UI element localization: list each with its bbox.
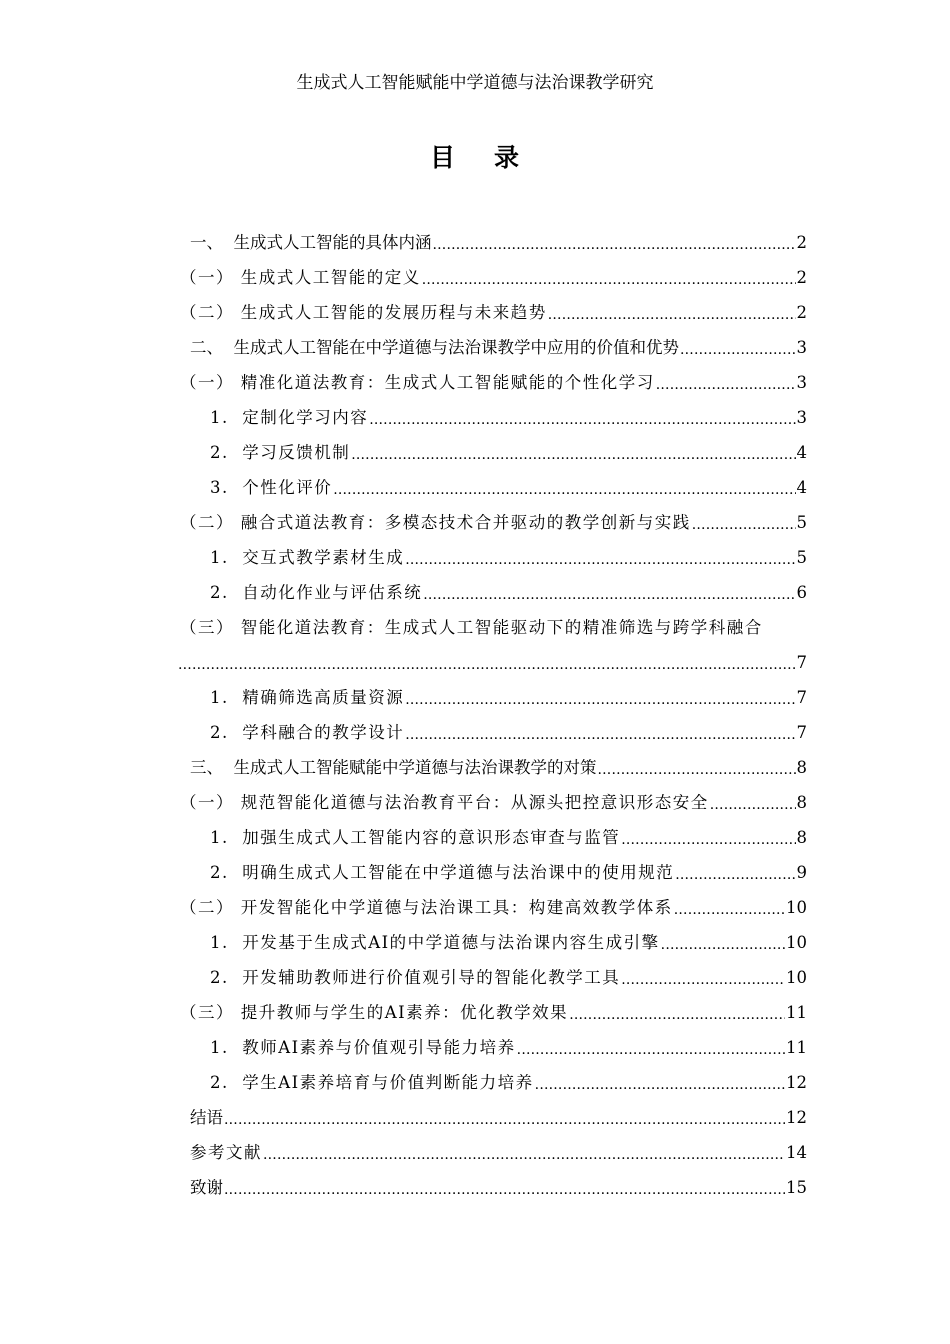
toc-entry-title: 开发辅助教师进行价值观引导的智能化教学工具 (242, 968, 621, 987)
toc-entry-title: 学生AI素养培育与价值判断能力培养 (242, 1073, 534, 1092)
toc-entry-number: 1. (210, 828, 243, 847)
toc-entry-title: 明确生成式人工智能在中学道德与法治课中的使用规范 (242, 863, 675, 882)
toc-leader-dots (517, 1041, 785, 1059)
toc-entry-title: 生成式人工智能的具体内涵 (233, 233, 432, 252)
toc-entry-number: 一、 (190, 233, 234, 252)
toc-entry-number: （三） (180, 618, 241, 637)
toc-entry[interactable] (180, 505, 807, 540)
toc-entry-number: 2. (210, 723, 243, 742)
toc-page-number: 8 (796, 828, 807, 847)
page-title (0, 138, 950, 174)
toc-leader-dots (675, 866, 795, 884)
toc-entry-title: 精确筛选高质量资源 (242, 688, 405, 707)
toc-entry[interactable] (180, 610, 807, 645)
toc-page-number: 11 (786, 1003, 807, 1022)
toc-entry[interactable] (180, 470, 807, 505)
toc-entry-number: （三） (180, 1003, 241, 1022)
toc-leader-dots (422, 271, 796, 289)
toc-entry[interactable] (180, 1030, 807, 1065)
toc-entry[interactable] (180, 925, 807, 960)
toc-entry[interactable] (180, 785, 807, 820)
toc-page-number: 4 (796, 443, 807, 462)
toc-leader-dots (178, 656, 796, 674)
toc-page-number: 5 (796, 548, 807, 567)
toc-page-number: 9 (796, 863, 807, 882)
toc-leader-dots (333, 481, 795, 499)
toc-page-number: 4 (796, 478, 807, 497)
toc-page-number: 12 (786, 1073, 807, 1092)
toc-entry[interactable] (180, 960, 807, 995)
toc-entry-continuation[interactable] (177, 645, 807, 680)
toc-leader-dots (351, 446, 795, 464)
toc-page-number: 5 (796, 513, 807, 532)
toc-entry-number: （二） (180, 513, 241, 532)
toc-entry[interactable] (180, 400, 807, 435)
toc-entry-number: 1. (210, 548, 243, 567)
toc-entry-title: 精准化道法教育：生成式人工智能赋能的个性化学习 (240, 373, 655, 392)
toc-page-number: 7 (796, 653, 807, 672)
toc-leader-dots (263, 1146, 785, 1164)
toc-entry[interactable] (180, 365, 807, 400)
toc-entry-title: 教师AI素养与价值观引导能力培养 (242, 1038, 516, 1057)
toc-entry-title: 生成式人工智能在中学道德与法治课教学中应用的价值和优势 (233, 338, 679, 357)
toc-page-number: 2 (796, 303, 807, 322)
toc-entry-title: 结语 (190, 1108, 223, 1127)
toc-entry-title: 个性化评价 (242, 478, 333, 497)
toc-entry[interactable] (180, 575, 807, 610)
toc-leader-dots (656, 376, 796, 394)
toc-entry-title: 开发基于生成式AI的中学道德与法治课内容生成引擎 (242, 933, 660, 952)
toc-entry[interactable] (180, 715, 807, 750)
toc-page-number: 15 (786, 1178, 807, 1197)
toc-entry-title: 生成式人工智能的发展历程与未来趋势 (240, 303, 547, 322)
toc-entry-title: 交互式教学素材生成 (242, 548, 405, 567)
toc-entry[interactable] (180, 1065, 807, 1100)
toc-entry-title: 生成式人工智能的定义 (240, 268, 421, 287)
toc-leader-dots (621, 831, 795, 849)
toc-entry[interactable] (180, 1100, 807, 1135)
toc-entry[interactable] (180, 1170, 807, 1205)
toc-entry-title: 融合式道法教育：多模态技术合并驱动的教学创新与实践 (240, 513, 691, 532)
toc-leader-dots (621, 971, 785, 989)
toc-page-number: 8 (796, 758, 807, 777)
toc-leader-dots (224, 1181, 785, 1199)
toc-entry-number: （一） (180, 373, 241, 392)
toc-page-number: 3 (796, 338, 807, 357)
toc-page-number: 14 (786, 1143, 807, 1162)
toc-entry-title: 规范智能化道德与法治教育平台：从源头把控意识形态安全 (240, 793, 709, 812)
toc-entry-number: 2. (210, 863, 243, 882)
toc-page-number: 12 (786, 1108, 807, 1127)
toc-page-number: 6 (796, 583, 807, 602)
toc-entry-number: 1. (210, 408, 243, 427)
toc-page-number: 10 (786, 898, 807, 917)
toc-leader-dots (548, 306, 796, 324)
toc-entry-number: 2. (210, 1073, 243, 1092)
toc-page-number: 7 (796, 723, 807, 742)
table-of-contents (180, 225, 807, 1205)
toc-page-number: 11 (786, 1038, 807, 1057)
toc-entry-title: 提升教师与学生的AI素养：优化教学效果 (240, 1003, 569, 1022)
toc-entry-number: （二） (180, 898, 241, 917)
toc-entry-title: 参考文献 (190, 1143, 262, 1162)
toc-page-number: 10 (786, 968, 807, 987)
toc-entry-number: 1. (210, 688, 243, 707)
toc-entry[interactable] (180, 540, 807, 575)
toc-entry-title: 加强生成式人工智能内容的意识形态审查与监管 (242, 828, 621, 847)
toc-entry-number: （一） (180, 268, 241, 287)
toc-entry-title: 学习反馈机制 (242, 443, 351, 462)
toc-leader-dots (433, 236, 796, 254)
toc-entry[interactable] (180, 995, 807, 1030)
toc-leader-dots (710, 796, 796, 814)
toc-entry-title: 致谢 (190, 1178, 223, 1197)
toc-page-number: 3 (796, 373, 807, 392)
toc-entry-title: 开发智能化中学道德与法治课工具：构建高效教学体系 (240, 898, 673, 917)
toc-entry-number: 2. (210, 583, 243, 602)
toc-entry-number: （二） (180, 303, 241, 322)
toc-entry[interactable] (180, 890, 807, 925)
toc-leader-dots (674, 901, 785, 919)
toc-leader-dots (224, 1111, 785, 1129)
toc-leader-dots (598, 761, 796, 779)
toc-page-number: 3 (796, 408, 807, 427)
toc-entry-title: 生成式人工智能赋能中学道德与法治课教学的对策 (233, 758, 597, 777)
toc-leader-dots (423, 586, 795, 604)
toc-page-number: 10 (786, 933, 807, 952)
toc-entry[interactable] (180, 260, 807, 295)
title-char-2: 录 (494, 143, 521, 172)
toc-leader-dots (569, 1006, 785, 1024)
toc-leader-dots (405, 726, 795, 744)
toc-leader-dots (405, 691, 795, 709)
toc-entry-number: 2. (210, 968, 243, 987)
toc-entry-number: 三、 (190, 758, 234, 777)
toc-page-number: 2 (796, 233, 807, 252)
toc-page-number: 8 (796, 793, 807, 812)
toc-entry[interactable] (180, 435, 807, 470)
toc-leader-dots (692, 516, 796, 534)
toc-leader-dots (661, 936, 785, 954)
toc-entry-title: 智能化道法教育：生成式人工智能驱动下的精准筛选与跨学科融合 (240, 618, 763, 637)
toc-leader-dots (680, 341, 796, 359)
toc-entry[interactable] (180, 1135, 807, 1170)
toc-entry-number: 2. (210, 443, 243, 462)
toc-entry[interactable] (180, 820, 807, 855)
toc-leader-dots (405, 551, 795, 569)
toc-entry[interactable] (180, 750, 807, 785)
toc-entry[interactable] (180, 330, 807, 365)
toc-entry[interactable] (180, 855, 807, 890)
toc-entry-title: 自动化作业与评估系统 (242, 583, 423, 602)
running-header: 生成式人工智能赋能中学道德与法治课教学研究 (296, 73, 654, 93)
toc-page-number: 7 (796, 688, 807, 707)
toc-leader-dots (535, 1076, 785, 1094)
toc-entry-title: 学科融合的教学设计 (242, 723, 405, 742)
toc-entry-title: 定制化学习内容 (242, 408, 369, 427)
toc-entry[interactable] (180, 225, 807, 260)
toc-page-number: 2 (796, 268, 807, 287)
toc-entry[interactable] (180, 295, 807, 330)
toc-entry-number: 1. (210, 1038, 243, 1057)
toc-entry-number: （一） (180, 793, 241, 812)
toc-entry-number: 3. (210, 478, 243, 497)
toc-leader-dots (369, 411, 795, 429)
toc-entry-number: 1. (210, 933, 243, 952)
title-char-1: 目 (429, 143, 456, 172)
toc-entry[interactable] (180, 680, 807, 715)
toc-entry-number: 二、 (190, 338, 234, 357)
